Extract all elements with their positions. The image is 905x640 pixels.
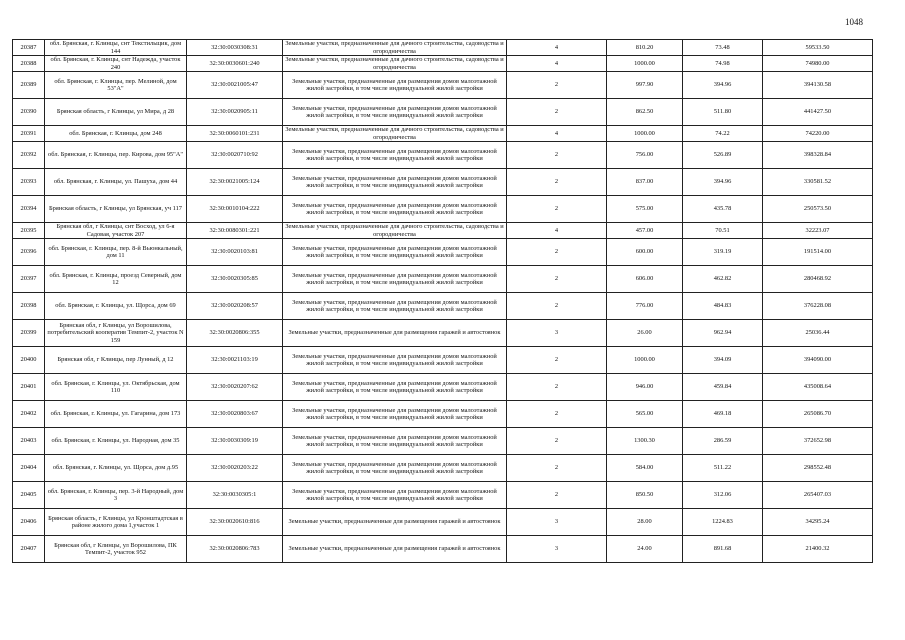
cadastral-number-cell: 32:30:0020905:11 [187,99,283,126]
table-row [13,482,873,509]
land-use-cell: Земельные участки, предназначенные для размещения домов малоэтажной жилой застройки, в том числе индивидуальной жилой застройки [283,99,507,126]
cadastral-number-cell: 32:30:0060101:231 [187,126,283,142]
table-row [13,56,873,72]
use-group-cell: 4 [507,40,607,56]
specific-value-cell: 312.06 [683,482,763,509]
cadastral-number-cell: 32:30:0020103:81 [187,239,283,266]
row-number-cell: 20398 [13,293,45,320]
cadastral-number-cell: 32:30:0020203:22 [187,455,283,482]
address-cell: Брянская область, г Клинцы, ул Брянская, уч 117 [45,196,187,223]
use-group-cell: 2 [507,401,607,428]
area-cell: 26.00 [607,320,683,347]
specific-value-cell: 962.94 [683,320,763,347]
specific-value-cell: 511.22 [683,455,763,482]
address-cell: обл. Брянская, г. Клинцы, ул. Щорса, дом д.95 [45,455,187,482]
table-row [13,536,873,563]
land-use-cell: Земельные участки, предназначенные для размещения домов малоэтажной жилой застройки, в том числе индивидуальной жилой застройки [283,142,507,169]
cadastral-value-cell: 265407.03 [763,482,873,509]
row-number-cell: 20389 [13,72,45,99]
address-cell: Брянская обл, г Клинцы, снт Восход, ул 6-я Садовая, участок 207 [45,223,187,239]
land-use-cell: Земельные участки, предназначенные для размещения домов малоэтажной жилой застройки, в том числе индивидуальной жилой застройки [283,401,507,428]
row-number-cell: 20405 [13,482,45,509]
row-number-cell: 20401 [13,374,45,401]
area-cell: 776.00 [607,293,683,320]
land-use-cell: Земельные участки, предназначенные для размещения домов малоэтажной жилой застройки, в том числе индивидуальной жилой застройки [283,347,507,374]
use-group-cell: 4 [507,126,607,142]
land-use-cell: Земельные участки, предназначенные для дачного строительства, садоводства и огородничества [283,223,507,239]
cadastral-number-cell: 32:30:0020710:92 [187,142,283,169]
cadastral-value-cell: 376228.08 [763,293,873,320]
specific-value-cell: 286.59 [683,428,763,455]
specific-value-cell: 70.51 [683,223,763,239]
address-cell: обл. Брянская, г. Клинцы, ул. Народная, дом 35 [45,428,187,455]
table-row [13,40,873,56]
specific-value-cell: 459.84 [683,374,763,401]
row-number-cell: 20397 [13,266,45,293]
cadastral-number-cell: 32:30:0030305:1 [187,482,283,509]
table-row [13,223,873,239]
specific-value-cell: 891.68 [683,536,763,563]
table-body [13,40,873,563]
cadastral-number-cell: 32:30:0021103:19 [187,347,283,374]
cadastral-value-cell: 441427.50 [763,99,873,126]
specific-value-cell: 526.89 [683,142,763,169]
specific-value-cell: 74.22 [683,126,763,142]
use-group-cell: 3 [507,536,607,563]
address-cell: обл. Брянская, г. Клинцы, пер. 3-й Народный, дом 3 [45,482,187,509]
cadastral-value-cell: 394090.00 [763,347,873,374]
land-use-cell: Земельные участки, предназначенные для размещения гаражей и автостоянок [283,536,507,563]
row-number-cell: 20402 [13,401,45,428]
cadastral-value-cell: 394130.58 [763,72,873,99]
address-cell: Брянская обл, г Клинцы, ул Ворошилова, потребительский кооператив Темпит-2, участок N 159 [45,320,187,347]
row-number-cell: 20393 [13,169,45,196]
table-row [13,374,873,401]
area-cell: 606.00 [607,266,683,293]
area-cell: 584.00 [607,455,683,482]
table-row [13,347,873,374]
cadastral-value-cell: 74220.00 [763,126,873,142]
specific-value-cell: 394.96 [683,169,763,196]
cadastral-value-cell: 298552.48 [763,455,873,482]
specific-value-cell: 511.80 [683,99,763,126]
land-use-cell: Земельные участки, предназначенные для дачного строительства, садоводства и огородничества [283,56,507,72]
address-cell: обл. Брянская, г. Клинцы, пер. 8-й Вьюнкальный, дом 11 [45,239,187,266]
use-group-cell: 2 [507,374,607,401]
specific-value-cell: 1224.83 [683,509,763,536]
address-cell: обл. Брянская, г. Клинцы, дом 248 [45,126,187,142]
area-cell: 862.50 [607,99,683,126]
use-group-cell: 3 [507,509,607,536]
row-number-cell: 20396 [13,239,45,266]
row-number-cell: 20392 [13,142,45,169]
table-row [13,196,873,223]
cadastral-number-cell: 32:30:0020803:67 [187,401,283,428]
table-row [13,455,873,482]
cadastral-number-cell: 32:30:0010104:222 [187,196,283,223]
table-row [13,320,873,347]
land-use-cell: Земельные участки, предназначенные для размещения домов малоэтажной жилой застройки, в том числе индивидуальной жилой застройки [283,293,507,320]
cadastral-number-cell: 32:30:0020305:85 [187,266,283,293]
table-row [13,72,873,99]
area-cell: 850.50 [607,482,683,509]
use-group-cell: 2 [507,293,607,320]
row-number-cell: 20387 [13,40,45,56]
area-cell: 24.00 [607,536,683,563]
address-cell: обл. Брянская, г. Клинцы, пер. Мелиной, дом 53"А" [45,72,187,99]
area-cell: 997.90 [607,72,683,99]
table-row [13,266,873,293]
cadastral-value-cell: 250573.50 [763,196,873,223]
address-cell: обл. Брянская, г. Клинцы, снт Надежда, участок 240 [45,56,187,72]
land-use-cell: Земельные участки, предназначенные для размещения домов малоэтажной жилой застройки, в том числе индивидуальной жилой застройки [283,239,507,266]
cadastral-value-cell: 191514.00 [763,239,873,266]
specific-value-cell: 435.78 [683,196,763,223]
area-cell: 837.00 [607,169,683,196]
table-row [13,126,873,142]
land-use-cell: Земельные участки, предназначенные для размещения гаражей и автостоянок [283,320,507,347]
cadastral-value-cell: 34295.24 [763,509,873,536]
page-number: 1048 [845,17,863,27]
cadastral-number-cell: 32:30:0021005:47 [187,72,283,99]
area-cell: 1300.30 [607,428,683,455]
address-cell: Брянская область, г Клинцы, ул Мира, д 28 [45,99,187,126]
land-use-cell: Земельные участки, предназначенные для размещения домов малоэтажной жилой застройки, в том числе индивидуальной жилой застройки [283,482,507,509]
area-cell: 600.00 [607,239,683,266]
table-row [13,293,873,320]
table-row [13,509,873,536]
address-cell: Брянская область, г Клинцы, ул Кронштадтская в районе жилого дома 1,участок 1 [45,509,187,536]
use-group-cell: 2 [507,99,607,126]
land-use-cell: Земельные участки, предназначенные для размещения домов малоэтажной жилой застройки, в том числе индивидуальной жилой застройки [283,374,507,401]
table-row [13,428,873,455]
row-number-cell: 20404 [13,455,45,482]
land-plot-table [12,39,873,563]
area-cell: 946.00 [607,374,683,401]
use-group-cell: 2 [507,142,607,169]
land-use-cell: Земельные участки, предназначенные для размещения домов малоэтажной жилой застройки, в том числе индивидуальной жилой застройки [283,169,507,196]
cadastral-value-cell: 21400.32 [763,536,873,563]
cadastral-value-cell: 330581.52 [763,169,873,196]
cadastral-number-cell: 32:30:0030308:31 [187,40,283,56]
cadastral-number-cell: 32:30:0020806:783 [187,536,283,563]
area-cell: 1000.00 [607,126,683,142]
cadastral-value-cell: 398328.84 [763,142,873,169]
cadastral-number-cell: 32:30:0020610:816 [187,509,283,536]
land-use-cell: Земельные участки, предназначенные для дачного строительства, садоводства и огородничества [283,126,507,142]
use-group-cell: 2 [507,72,607,99]
address-cell: обл. Брянская, г. Клинцы, ул. Гагарина, дом 173 [45,401,187,428]
row-number-cell: 20390 [13,99,45,126]
cadastral-value-cell: 32223.07 [763,223,873,239]
use-group-cell: 2 [507,428,607,455]
row-number-cell: 20406 [13,509,45,536]
cadastral-value-cell: 435008.64 [763,374,873,401]
cadastral-number-cell: 32:30:0030309:19 [187,428,283,455]
use-group-cell: 2 [507,266,607,293]
area-cell: 457.00 [607,223,683,239]
table-row [13,239,873,266]
row-number-cell: 20391 [13,126,45,142]
area-cell: 28.00 [607,509,683,536]
use-group-cell: 4 [507,223,607,239]
row-number-cell: 20399 [13,320,45,347]
table-row [13,401,873,428]
specific-value-cell: 319.19 [683,239,763,266]
address-cell: Брянская обл, г Клинцы, ул Ворошилова, ПК Темпит-2, участок 952 [45,536,187,563]
land-use-cell: Земельные участки, предназначенные для размещения домов малоэтажной жилой застройки, в том числе индивидуальной жилой застройки [283,196,507,223]
specific-value-cell: 462.82 [683,266,763,293]
row-number-cell: 20403 [13,428,45,455]
cadastral-value-cell: 372652.98 [763,428,873,455]
cadastral-value-cell: 280468.92 [763,266,873,293]
use-group-cell: 2 [507,196,607,223]
land-use-cell: Земельные участки, предназначенные для размещения домов малоэтажной жилой застройки, в том числе индивидуальной жилой застройки [283,455,507,482]
table-row [13,142,873,169]
cadastral-value-cell: 265086.70 [763,401,873,428]
area-cell: 756.00 [607,142,683,169]
use-group-cell: 2 [507,455,607,482]
area-cell: 565.00 [607,401,683,428]
cadastral-number-cell: 32:30:0080301:221 [187,223,283,239]
specific-value-cell: 469.18 [683,401,763,428]
cadastral-value-cell: 74980.00 [763,56,873,72]
land-use-cell: Земельные участки, предназначенные для размещения домов малоэтажной жилой застройки, в том числе индивидуальной жилой застройки [283,266,507,293]
cadastral-number-cell: 32:30:0020207:62 [187,374,283,401]
land-use-cell: Земельные участки, предназначенные для размещения домов малоэтажной жилой застройки, в том числе индивидуальной жилой застройки [283,428,507,455]
use-group-cell: 2 [507,169,607,196]
table-row [13,169,873,196]
land-use-cell: Земельные участки, предназначенные для размещения гаражей и автостоянок [283,509,507,536]
address-cell: обл. Брянская, г. Клинцы, ул. Октябрьская, дом 110 [45,374,187,401]
cadastral-number-cell: 32:30:0030601:240 [187,56,283,72]
area-cell: 1000.00 [607,347,683,374]
use-group-cell: 2 [507,482,607,509]
address-cell: обл. Брянская, г. Клинцы, ул. Пашуха, дом 44 [45,169,187,196]
area-cell: 810.20 [607,40,683,56]
row-number-cell: 20407 [13,536,45,563]
specific-value-cell: 74.98 [683,56,763,72]
use-group-cell: 4 [507,56,607,72]
address-cell: обл. Брянская, г. Клинцы, пер. Кирова, дом 95"А" [45,142,187,169]
address-cell: Брянская обл, г Клинцы, пер Лунный, д 12 [45,347,187,374]
row-number-cell: 20394 [13,196,45,223]
cadastral-number-cell: 32:30:0020806:355 [187,320,283,347]
land-use-cell: Земельные участки, предназначенные для дачного строительства, садоводства и огородничества [283,40,507,56]
address-cell: обл. Брянская, г. Клинцы, снт Текстильщик, дом 144 [45,40,187,56]
row-number-cell: 20395 [13,223,45,239]
use-group-cell: 2 [507,347,607,374]
use-group-cell: 3 [507,320,607,347]
table-row [13,99,873,126]
specific-value-cell: 394.09 [683,347,763,374]
area-cell: 575.00 [607,196,683,223]
address-cell: обл. Брянская, г. Клинцы, проезд Северный, дом 12 [45,266,187,293]
cadastral-number-cell: 32:30:0020208:57 [187,293,283,320]
area-cell: 1000.00 [607,56,683,72]
row-number-cell: 20388 [13,56,45,72]
specific-value-cell: 484.83 [683,293,763,320]
address-cell: обл. Брянская, г. Клинцы, ул. Щорса, дом 69 [45,293,187,320]
row-number-cell: 20400 [13,347,45,374]
land-use-cell: Земельные участки, предназначенные для размещения домов малоэтажной жилой застройки, в том числе индивидуальной жилой застройки [283,72,507,99]
use-group-cell: 2 [507,239,607,266]
specific-value-cell: 73.48 [683,40,763,56]
cadastral-value-cell: 25036.44 [763,320,873,347]
specific-value-cell: 394.96 [683,72,763,99]
cadastral-number-cell: 32:30:0021005:124 [187,169,283,196]
cadastral-value-cell: 59533.50 [763,40,873,56]
